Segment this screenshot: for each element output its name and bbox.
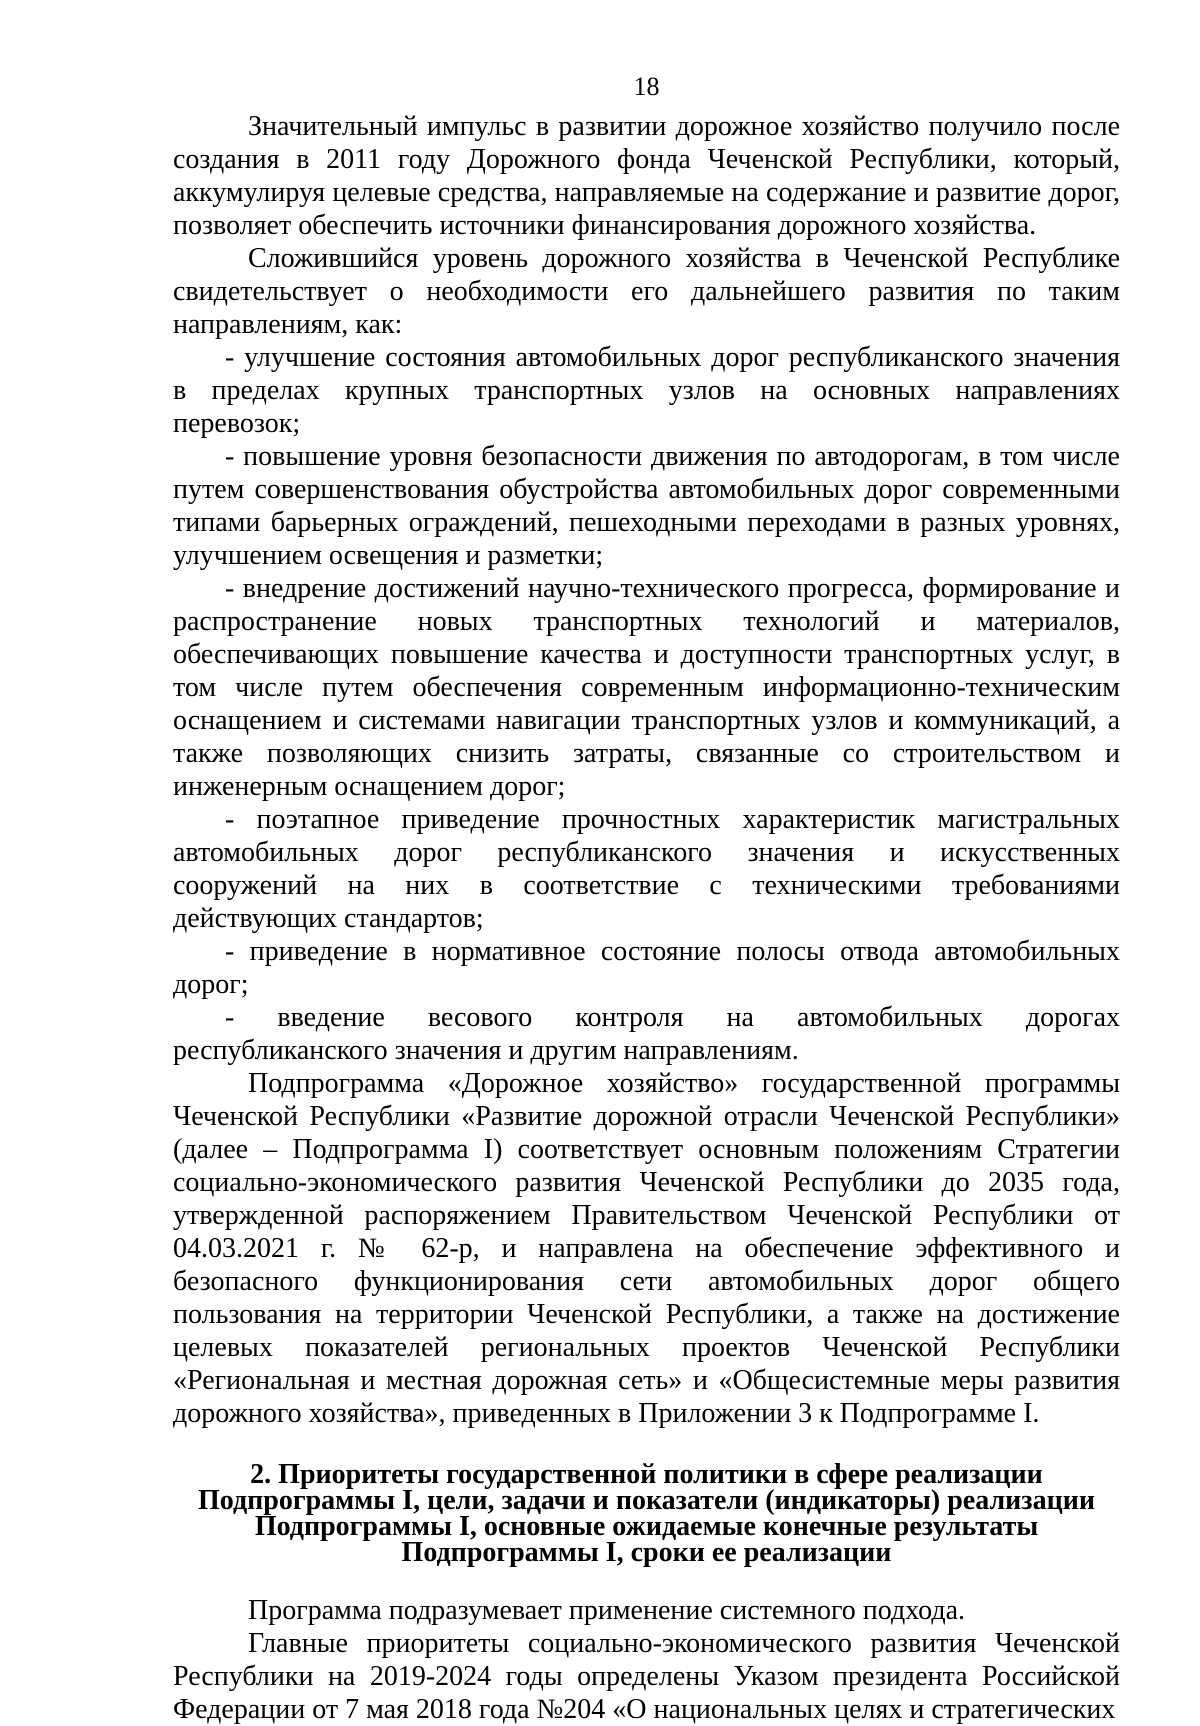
- paragraph-subprogram: Подпрограмма «Дорожное хозяйство» государственной программы Чеченской Республики «Развитие дорожной отрасли Чеченской Республики» (далее – Подпрограмма I) соответствует основным положениям Стратегии социально-экономического развития Чеченской Республики до 2035 года, утвержденной распоряжением Правительством Чеченской Республики от 04.03.2021 г. № 62-р, и направлена на обеспечение эффективного и безопасного функционирования сети автомобильных дорог общего пользования на территории Чеченской Республики, а также на достижение целевых показателей региональных проектов Чеченской Республики «Региональная и местная дорожная сеть» и «Общесистемные меры развития дорожного хозяйства», приведенных в Приложении 3 к Подпрограмме I.: [173, 1068, 1120, 1429]
- document-page: [173, 60, 1120, 1726]
- paragraph-priorities: Главные приоритеты социально-экономического развития Чеченской Республики на 2019-2024 годы определены Указом президента Российской Федерации от 7 мая 2018 года №204 «О национальных целях и стратегических: [173, 1628, 1120, 1725]
- page-number: 18: [633, 72, 660, 101]
- directions-list: [173, 341, 1120, 1067]
- paragraph-development-directions: Сложившийся уровень дорожного хозяйства в Чеченской Республике свидетельствует о необходимости его дальнейшего развития по таким направлениям, как:: [173, 243, 1120, 340]
- paragraph-road-fund: Значительный импульс в развитии дорожное хозяйство получило после создания в 2011 году Дорожного фонда Чеченской Республики, который, аккумулируя целевые средства, направляемые на содержание и развитие дорог, позволяет обеспечить источники финансирования дорожного хозяйства.: [173, 111, 1120, 241]
- section-heading-line: Подпрограммы I, основные ожидаемые конечные результаты: [254, 1511, 1039, 1542]
- list-item: - приведение в нормативное состояние полосы отвода автомобильных дорог;: [173, 936, 1120, 1000]
- list-item: - введение весового контроля на автомобильных дорогах республиканского значения и другим направлениям.: [173, 1002, 1120, 1066]
- list-item: - повышение уровня безопасности движения по автодорогам, в том числе путем совершенствования обустройства автомобильных дорог современными типами барьерных ограждений, пешеходными переходами в разных уровнях, улучшением освещения и разметки;: [173, 441, 1120, 571]
- list-item: - внедрение достижений научно-технического прогресса, формирование и распространение новых транспортных технологий и материалов, обеспечивающих повышение качества и доступности транспортных услуг, в том числе путем обеспечения современным информационно-техническим оснащением и системами навигации транспортных узлов и коммуникаций, а также позволяющих снизить затраты, связанные со строительством и инженерным оснащением дорог;: [173, 573, 1120, 802]
- section-heading: [173, 1459, 1120, 1568]
- section-heading-line: 2. Приоритеты государственной политики в сфере реализации: [250, 1459, 1043, 1490]
- list-item: - улучшение состояния автомобильных дорог республиканского значения в пределах крупных транспортных узлов на основных направлениях перевозок;: [173, 342, 1120, 439]
- section-heading-line: Подпрограммы I, цели, задачи и показатели (индикаторы) реализации: [198, 1485, 1095, 1516]
- section-heading-line: Подпрограммы I, сроки ее реализации: [401, 1537, 892, 1568]
- list-item: - поэтапное приведение прочностных характеристик магистральных автомобильных дорог республиканского значения и искусственных сооружений на них в соответствие с техническими требованиями действующих стандартов;: [173, 804, 1120, 934]
- paragraph-systemic-approach: Программа подразумевает применение системного подхода.: [248, 1595, 965, 1626]
